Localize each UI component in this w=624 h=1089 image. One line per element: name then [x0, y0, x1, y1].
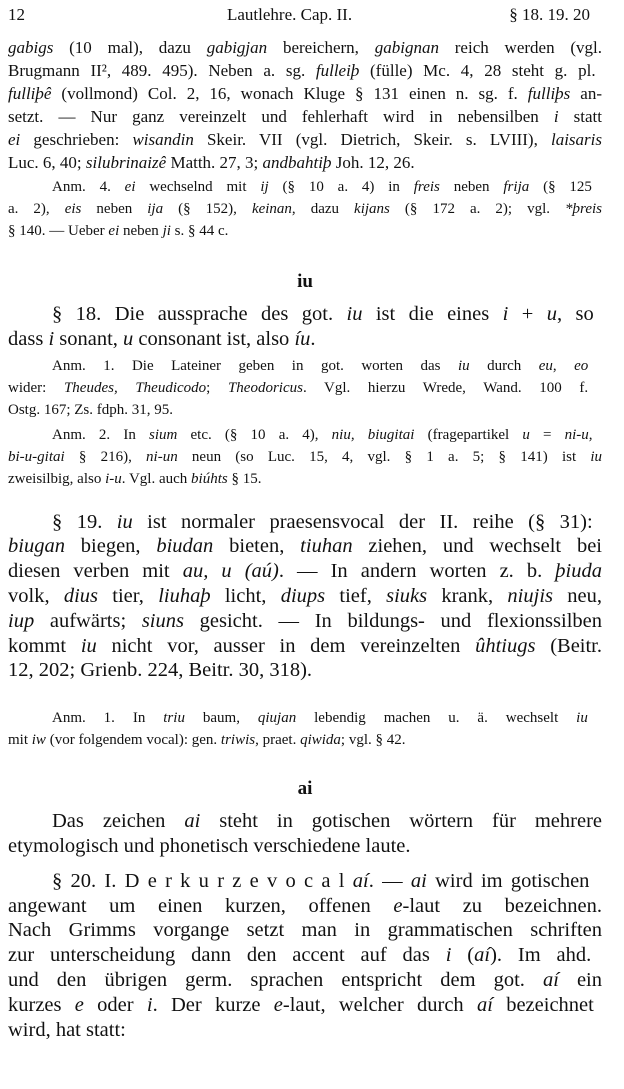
text-run: ist normaler praesensvocal der II. reihe (§ 31):: [132, 510, 593, 533]
italic-term: iu: [457, 357, 470, 374]
text-run: aufwärts;: [34, 609, 142, 632]
italic-term: íu: [294, 327, 311, 350]
italic-term: iu: [346, 303, 363, 325]
italic-term: e: [393, 894, 403, 917]
text-run: .: [310, 327, 316, 350]
text-run: (§ 172 a. 2); vgl.: [389, 201, 566, 217]
text-line: [8, 707, 602, 729]
text-run: § 15.: [227, 470, 262, 487]
text-run: bieten,: [213, 535, 301, 558]
italic-term: eo: [574, 357, 589, 374]
italic-term: ai: [410, 869, 427, 892]
italic-term: siuns: [141, 609, 184, 632]
text-run: ziehen, und wechselt bei: [352, 535, 602, 558]
text-run: (: [451, 944, 475, 967]
text-run: nicht vor, ausser in dem vereinzelten: [96, 634, 476, 657]
italic-term: bi-u-gitai: [8, 448, 65, 465]
text-run: ist die eines: [362, 303, 503, 325]
text-run: und den übrigen germ. sprachen entspricht dem got.: [8, 968, 543, 991]
text-run: baum,: [184, 710, 258, 727]
italic-term: fulliþê: [8, 84, 52, 103]
italic-term: triu: [163, 710, 185, 727]
text-line: [8, 918, 602, 943]
text-run: tief,: [325, 584, 387, 607]
italic-term: iu: [576, 710, 588, 727]
text-run: volk,: [8, 584, 64, 607]
italic-term: biúhts: [191, 470, 228, 487]
text-run: angewant um einen kurzen, offenen: [8, 894, 394, 917]
text-run: Matth. 27, 3;: [166, 153, 263, 172]
italic-term: Theudes, Theudicodo: [63, 379, 207, 396]
italic-term: ni-un: [146, 448, 178, 465]
paragraph-ai-intro: [8, 809, 602, 859]
italic-term: *þreis: [565, 201, 602, 217]
italic-term: ij: [260, 179, 269, 195]
text-run: etymologisch und phonetisch verschiedene laute.: [8, 834, 411, 857]
italic-term: iu: [116, 510, 133, 533]
text-run: gesicht. — In bildungs- und flexionssilben: [183, 609, 602, 632]
italic-term: i: [146, 993, 153, 1016]
italic-term: qiwida: [300, 732, 341, 749]
text-run: zur unterscheidung dann den accent auf das: [8, 944, 446, 967]
italic-term: iu: [80, 634, 97, 657]
text-run: ;: [206, 379, 228, 396]
section-range: § 18. 19. 20: [509, 5, 590, 24]
text-run: geschrieben:: [20, 130, 133, 149]
text-run: =: [529, 426, 565, 443]
italic-term: dius: [63, 584, 99, 607]
text-line: [8, 220, 602, 242]
text-run: (vor folgendem vocal): gen.: [45, 732, 221, 749]
italic-term: sium: [148, 426, 178, 443]
italic-term: iu: [590, 448, 602, 465]
text-line: [8, 424, 602, 446]
text-run: neben: [81, 201, 148, 217]
text-run: Nach Grimms vorgange setzt man in grammatischen schriften: [8, 919, 602, 942]
text-run: ,: [552, 357, 575, 374]
text-run: kurzes: [8, 993, 75, 1016]
italic-term: kijans: [354, 201, 390, 217]
italic-term: þiuda: [555, 560, 602, 583]
italic-term: ija: [147, 201, 164, 217]
italic-term: ai: [184, 810, 201, 833]
text-line: [8, 968, 602, 993]
text-run: bereichern,: [267, 38, 375, 57]
text-run: wird, hat statt:: [8, 1018, 126, 1041]
text-run: neu,: [553, 584, 602, 607]
text-line: [8, 128, 602, 151]
text-line: [8, 105, 602, 128]
text-run: mit: [8, 732, 32, 749]
italic-term: aí: [474, 944, 491, 967]
text-run: Ostg. 167; Zs. fdph. 31, 95.: [8, 401, 173, 418]
text-line: [8, 809, 602, 834]
italic-term: eu: [538, 357, 553, 374]
text-run: , praet.: [255, 732, 301, 749]
italic-term: aí: [476, 993, 493, 1016]
text-line: [8, 510, 602, 535]
text-run: consonant ist, also: [133, 327, 295, 350]
italic-term: aí: [352, 869, 369, 892]
italic-term: niu, biugitai: [331, 426, 415, 443]
italic-term: triwis: [220, 732, 256, 749]
text-run: Brugmann II², 489. 495). Neben a. sg.: [8, 61, 316, 80]
italic-term: i: [445, 944, 452, 967]
text-line: [8, 1018, 602, 1043]
text-run: § 18. Die aussprache des got.: [52, 303, 347, 325]
italic-term: qiujan: [257, 710, 297, 727]
book-page: [8, 5, 602, 1042]
text-line: [8, 534, 602, 559]
italic-term: ei: [108, 223, 120, 239]
italic-term: wisandin: [132, 130, 194, 149]
text-run: wird im gotischen: [426, 869, 590, 892]
italic-term: i-u: [105, 470, 122, 487]
text-run: zweisilbig, also: [8, 470, 106, 487]
italic-term: biugan: [8, 535, 65, 558]
italic-term: liuhaþ: [158, 584, 211, 607]
text-run: oder: [83, 993, 147, 1016]
text-run: lebendig machen u. ä. wechselt: [296, 710, 577, 727]
text-run: an-: [570, 84, 602, 103]
text-run: licht,: [210, 584, 281, 607]
italic-term: frija: [503, 179, 530, 195]
italic-term: i: [502, 303, 509, 325]
italic-term: siuks: [386, 584, 428, 607]
text-run: § 140. — Ueber: [8, 223, 109, 239]
italic-term: biudan: [156, 535, 214, 558]
italic-term: fulliþs: [527, 84, 571, 103]
text-run: neben: [439, 179, 504, 195]
text-run: krank,: [427, 584, 508, 607]
text-run: Skeir. VII (vgl. Dietrich, Skeir. s. LVIII),: [193, 130, 551, 149]
text-run: +: [508, 303, 547, 325]
text-run: bezeichnet: [492, 993, 594, 1016]
text-run: § 19.: [52, 510, 117, 533]
paragraph-continued: [8, 36, 602, 174]
text-line: [8, 59, 602, 82]
text-run: sonant,: [54, 327, 124, 350]
text-line: [8, 151, 602, 174]
text-run: , so: [556, 303, 594, 325]
text-run: § 216),: [64, 448, 147, 465]
text-run: ; vgl. § 42.: [340, 732, 406, 749]
text-run: wider:: [8, 379, 64, 396]
text-line: [8, 993, 602, 1018]
text-line: [8, 198, 602, 220]
text-run: . Vgl. hierzu Wrede, Wand. 100 f.: [302, 379, 589, 396]
note-anm-4: [8, 176, 602, 242]
text-line: [8, 327, 602, 352]
text-run: , dazu: [291, 201, 355, 217]
text-run: -laut, welcher durch: [282, 993, 477, 1016]
text-run: diesen verben mit: [8, 560, 183, 583]
paragraph-19: [8, 510, 602, 684]
text-run: (§ 152),: [163, 201, 252, 217]
italic-term: gabignan: [374, 38, 439, 57]
italic-term: keinan: [251, 201, 292, 217]
text-line: [8, 36, 602, 59]
text-line: [8, 559, 602, 584]
italic-term: e: [273, 993, 283, 1016]
text-run: s. § 44 c.: [170, 223, 229, 239]
text-line: [8, 302, 602, 327]
italic-term: eis: [64, 201, 82, 217]
text-run: reich werden (vgl.: [438, 38, 603, 57]
text-run: ). Im ahd.: [490, 944, 592, 967]
text-run: a. 2),: [8, 201, 65, 217]
italic-term: niujis: [507, 584, 553, 607]
italic-term: fulleiþ: [315, 61, 360, 80]
italic-term: freis: [413, 179, 440, 195]
text-run: (fragepartikel: [414, 426, 523, 443]
text-line: [8, 943, 602, 968]
text-line: [8, 894, 602, 919]
note-18-anm-1: [8, 355, 602, 421]
text-run: wechselnd mit: [135, 179, 261, 195]
text-run: . Der kurze: [152, 993, 274, 1016]
text-run: Anm. 1. Die Lateiner geben in got. worten das: [52, 357, 458, 374]
section-heading-ai: ai: [297, 778, 313, 800]
text-run: (Beitr.: [535, 634, 603, 657]
text-run: Anm. 4.: [52, 179, 125, 195]
italic-term: ei: [124, 179, 136, 195]
text-line: [8, 355, 602, 377]
section-heading-iu: iu: [297, 271, 313, 292]
italic-term: Theodoricus: [227, 379, 303, 396]
italic-term: au, u (aú): [182, 560, 279, 583]
text-run: Das zeichen: [52, 810, 185, 833]
text-run: Joh. 12, 26.: [331, 153, 415, 172]
italic-term: andbahtiþ: [262, 153, 332, 172]
text-line: [8, 468, 602, 490]
italic-term: tiuhan: [300, 535, 353, 558]
italic-term: i: [48, 327, 55, 350]
paragraph-18: [8, 302, 602, 352]
italic-term: aí: [542, 968, 559, 991]
text-run: etc. (§ 10 a. 4),: [177, 426, 332, 443]
text-run: (§ 10 a. 4) in: [268, 179, 414, 195]
text-line: [8, 176, 602, 198]
text-run: (vollmond) Col. 2, 16, wonach Kluge § 131 einen n. sg. f.: [51, 84, 528, 103]
text-run: tier,: [98, 584, 159, 607]
text-line: [8, 609, 602, 634]
text-line: [8, 446, 602, 468]
text-line: [8, 584, 602, 609]
italic-term: u: [522, 426, 530, 443]
text-run: Luc. 6, 40;: [8, 153, 86, 172]
text-line: [8, 377, 602, 399]
italic-term: gabigs: [8, 38, 54, 57]
italic-term: laisaris: [550, 130, 602, 149]
italic-term: diups: [280, 584, 326, 607]
text-line: [8, 634, 602, 659]
italic-term: e: [74, 993, 84, 1016]
text-run: durch: [469, 357, 539, 374]
text-line: [8, 834, 602, 859]
italic-term: u: [123, 327, 134, 350]
italic-term: iup: [8, 609, 35, 632]
running-title: Lautlehre. Cap. II.: [227, 5, 353, 24]
text-line: [8, 729, 602, 751]
page-number: 12: [8, 5, 25, 24]
italic-term: ji: [162, 223, 171, 239]
italic-term: silubrinaizê: [85, 153, 167, 172]
text-run: dass: [8, 327, 49, 350]
text-run: Anm. 1. In: [52, 710, 164, 727]
italic-term: u: [546, 303, 557, 325]
note-18-anm-2: [8, 424, 602, 490]
text-run: . —: [368, 869, 411, 892]
text-run: setzt. — Nur ganz vereinzelt und fehlerhaft wird in nebensilben: [8, 107, 554, 126]
text-run: . Vgl. auch: [121, 470, 192, 487]
italic-term: gabigjan: [206, 38, 268, 57]
text-run: statt: [558, 107, 602, 126]
italic-term: i: [553, 107, 559, 126]
text-line: [8, 658, 602, 683]
italic-term: ûhtiugs: [475, 634, 536, 657]
italic-term: ni-u,: [564, 426, 593, 443]
text-run: § 20. I. D e r k u r z e v o c a l: [52, 869, 353, 892]
text-run: 12, 202; Grienb. 224, Beitr. 30, 318).: [8, 659, 313, 682]
paragraph-20: [8, 869, 602, 1043]
italic-term: ei: [8, 130, 21, 149]
text-run: Anm. 2. In: [52, 426, 149, 443]
text-run: neun (so Luc. 15, 4, vgl. § 1 a. 5; § 141) ist: [177, 448, 591, 465]
text-run: (10 mal), dazu: [53, 38, 207, 57]
italic-term: iw: [31, 732, 46, 749]
text-line: [8, 869, 602, 894]
text-run: . — In andern worten z. b.: [278, 560, 556, 583]
text-run: ein: [558, 968, 603, 991]
text-run: (fülle) Mc. 4, 28 steht g. pl.: [359, 61, 596, 80]
text-run: neben: [119, 223, 163, 239]
text-run: steht in gotischen wörtern für mehrere: [200, 810, 602, 833]
text-run: -laut zu bezeichnen.: [402, 894, 603, 917]
text-run: biegen,: [64, 535, 157, 558]
text-line: [8, 399, 602, 421]
text-run: (§ 125: [529, 179, 592, 195]
note-19-anm-1: [8, 707, 602, 751]
text-run: kommt: [8, 634, 81, 657]
running-header: [8, 5, 602, 25]
text-line: [8, 82, 602, 105]
